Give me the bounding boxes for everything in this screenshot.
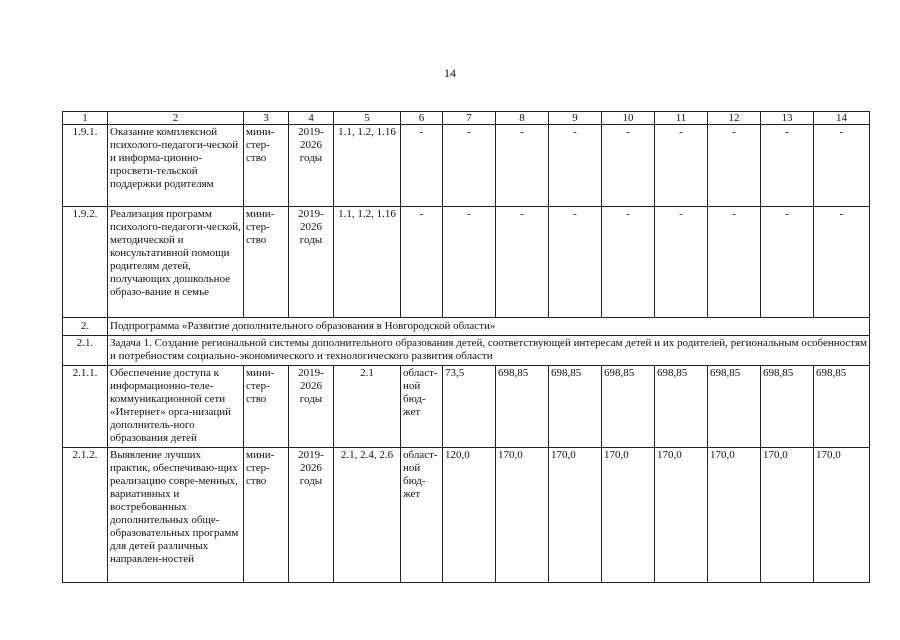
- value-cell: 698,85: [655, 366, 708, 448]
- value-cell: -: [708, 125, 761, 207]
- col-header: 3: [244, 112, 289, 125]
- col-header: 7: [443, 112, 496, 125]
- value-cell: 170,0: [549, 448, 602, 583]
- plan-table: [62, 111, 870, 583]
- col-header: 12: [708, 112, 761, 125]
- value-cell: 698,85: [814, 366, 870, 448]
- task-title: Задача 1. Создание региональной системы дополнительного образования детей, соответствующей интересам детей и их родителей, региональным особенностям и потребностям социально-экономического и технологического развития области: [108, 336, 870, 366]
- value-cell: 170,0: [761, 448, 814, 583]
- col-header: 5: [334, 112, 401, 125]
- col-header: 10: [602, 112, 655, 125]
- row-number: 1.9.1.: [63, 125, 108, 207]
- value-cell: 73,5: [443, 366, 496, 448]
- value-cell: 170,0: [814, 448, 870, 583]
- col-header: 2: [108, 112, 244, 125]
- value-cell: -: [602, 125, 655, 207]
- col-header: 11: [655, 112, 708, 125]
- value-cell: -: [814, 207, 870, 318]
- activity-name: Обеспечение доступа к информационно-теле-коммуникационной сети «Интернет» орга-низаций дополнитель-ного образования детей: [108, 366, 244, 448]
- col-header: 14: [814, 112, 870, 125]
- row-number: 2.1.1.: [63, 366, 108, 448]
- activity-name: Оказание комплексной психолого-педагоги-ческой и информа-ционно-просвети-тельской поддержки родителям: [108, 125, 244, 207]
- column-number-row: [63, 112, 870, 125]
- row-number: 2.1.: [63, 336, 108, 366]
- activity-name: Выявление лучших практик, обеспечиваю-щих реализацию совре-менных, вариативных и востребованных дополнительных обще-образовательных программ для детей различных направлен-ностей: [108, 448, 244, 583]
- funding-source: област-ной бюд-жет: [401, 448, 443, 583]
- value-cell: -: [655, 207, 708, 318]
- col-header: 6: [401, 112, 443, 125]
- value-cell: 698,85: [602, 366, 655, 448]
- value-cell: -: [496, 125, 549, 207]
- value-cell: 698,85: [761, 366, 814, 448]
- value-cell: -: [708, 207, 761, 318]
- executor: мини-стер-ство: [244, 125, 289, 207]
- value-cell: -: [401, 207, 443, 318]
- target-indicators: 1.1, 1.2, 1.16: [334, 125, 401, 207]
- col-header: 4: [289, 112, 334, 125]
- value-cell: 698,85: [549, 366, 602, 448]
- row-number: 2.: [63, 318, 108, 336]
- value-cell: -: [443, 207, 496, 318]
- term: 2019-2026 годы: [289, 448, 334, 583]
- value-cell: 170,0: [655, 448, 708, 583]
- row-number: 2.1.2.: [63, 448, 108, 583]
- value-cell: 698,85: [708, 366, 761, 448]
- funding-source: област-ной бюд-жет: [401, 366, 443, 448]
- value-cell: -: [443, 125, 496, 207]
- value-cell: -: [761, 207, 814, 318]
- col-header: 9: [549, 112, 602, 125]
- value-cell: 170,0: [496, 448, 549, 583]
- value-cell: 698,85: [496, 366, 549, 448]
- page-number: 14: [444, 66, 456, 80]
- target-indicators: 2.1: [334, 366, 401, 448]
- executor: мини-стер-ство: [244, 448, 289, 583]
- term: 2019-2026 годы: [289, 366, 334, 448]
- value-cell: -: [761, 125, 814, 207]
- table-row: [63, 448, 870, 583]
- task-row: [63, 336, 870, 366]
- subprogram-row: [63, 318, 870, 336]
- term: 2019-2026 годы: [289, 207, 334, 318]
- value-cell: 170,0: [708, 448, 761, 583]
- subprogram-title: Подпрограмма «Развитие дополнительного образования в Новгородской области»: [108, 318, 870, 336]
- value-cell: -: [814, 125, 870, 207]
- value-cell: -: [496, 207, 549, 318]
- value-cell: 170,0: [602, 448, 655, 583]
- col-header: 1: [63, 112, 108, 125]
- table-row: [63, 207, 870, 318]
- value-cell: -: [602, 207, 655, 318]
- row-number: 1.9.2.: [63, 207, 108, 318]
- activity-name: Реализация программ психолого-педагоги-ческой, методической и консультативной помощи родителям детей, получающих дошкольное образо-вание в семье: [108, 207, 244, 318]
- term: 2019-2026 годы: [289, 125, 334, 207]
- executor: мини-стер-ство: [244, 366, 289, 448]
- col-header: 13: [761, 112, 814, 125]
- table-row: [63, 125, 870, 207]
- target-indicators: 2.1, 2.4, 2.6: [334, 448, 401, 583]
- value-cell: -: [549, 207, 602, 318]
- executor: мини-стер-ство: [244, 207, 289, 318]
- target-indicators: 1.1, 1.2, 1.16: [334, 207, 401, 318]
- value-cell: -: [549, 125, 602, 207]
- value-cell: -: [655, 125, 708, 207]
- value-cell: -: [401, 125, 443, 207]
- col-header: 8: [496, 112, 549, 125]
- value-cell: 120,0: [443, 448, 496, 583]
- table-row: [63, 366, 870, 448]
